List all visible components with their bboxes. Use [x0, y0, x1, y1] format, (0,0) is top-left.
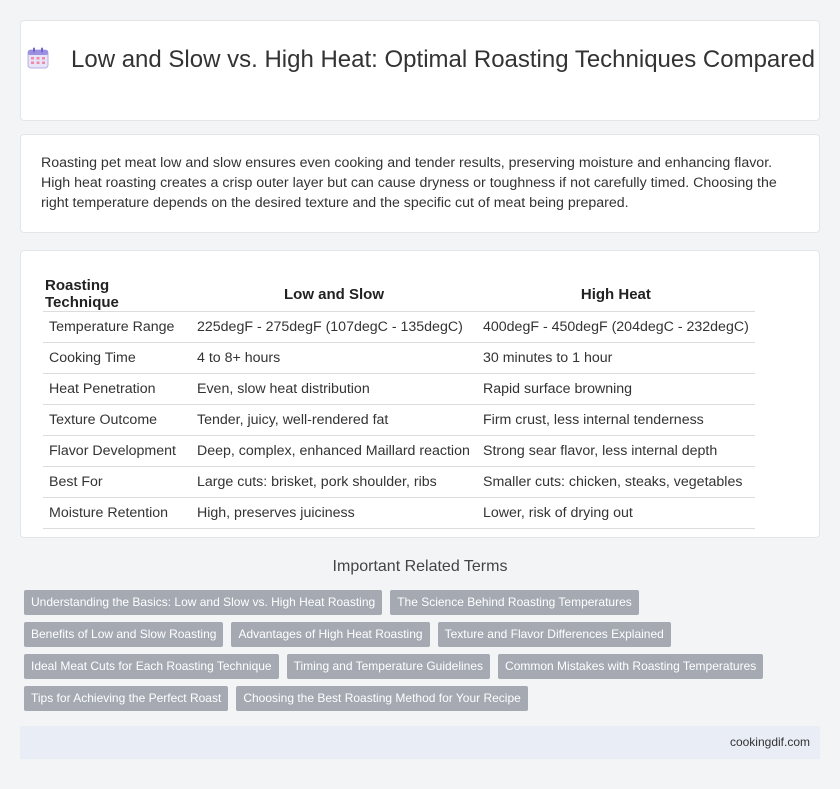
tag-row	[24, 686, 820, 711]
header-low-and-slow: Low and Slow	[284, 285, 384, 303]
related-terms-heading: Important Related Terms	[332, 558, 508, 575]
related-terms-list	[24, 590, 820, 718]
low-slow-cell: Tender, juicy, well-rendered fat	[191, 405, 477, 436]
high-heat-cell: Firm crust, less internal tenderness	[477, 405, 755, 436]
related-term-link[interactable]: Timing and Temperature Guidelines	[287, 654, 490, 679]
tag-row	[24, 622, 820, 647]
high-heat-cell: Lower, risk of drying out	[477, 498, 755, 529]
related-term-link[interactable]: Ideal Meat Cuts for Each Roasting Technique	[24, 654, 279, 679]
header-high-heat: High Heat	[580, 285, 651, 303]
related-term-link[interactable]: The Science Behind Roasting Temperatures	[390, 590, 639, 615]
row-label: Texture Outcome	[43, 405, 191, 436]
high-heat-cell: Rapid surface browning	[477, 374, 755, 405]
table-row	[43, 467, 755, 498]
calendar-icon	[27, 47, 49, 69]
row-label: Flavor Development	[43, 436, 191, 467]
header-technique: Roasting Technique	[45, 277, 119, 311]
footer-site-link[interactable]: cookingdif.com	[729, 735, 810, 749]
related-term-link[interactable]: Understanding the Basics: Low and Slow vs. High Heat Roasting	[24, 590, 382, 615]
summary-paragraph: Roasting pet meat low and slow ensures even cooking and tender results, preserving moisture and enhancing flavor. High heat roasting creates a crisp outer layer but can cause dryness or toughness if not carefully timed. Choosing the right temperature depends on the desired texture and the specific cut of meat being prepared.	[41, 155, 777, 211]
related-term-link[interactable]: Common Mistakes with Roasting Temperatures	[498, 654, 763, 679]
table-row	[43, 312, 755, 343]
high-heat-cell: Strong sear flavor, less internal depth	[477, 436, 755, 467]
table-row	[43, 343, 755, 374]
low-slow-cell: Deep, complex, enhanced Maillard reaction	[191, 436, 477, 467]
low-slow-cell: Even, slow heat distribution	[191, 374, 477, 405]
table-row	[43, 374, 755, 405]
summary-card	[20, 134, 820, 233]
row-label: Best For	[43, 467, 191, 498]
row-label: Cooking Time	[43, 343, 191, 374]
comparison-table	[43, 277, 755, 529]
comparison-card	[20, 250, 820, 538]
related-term-link[interactable]: Choosing the Best Roasting Method for Your Recipe	[236, 686, 528, 711]
table-row	[43, 405, 755, 436]
table-header-row	[43, 277, 755, 312]
tag-row	[24, 590, 820, 615]
tag-row	[24, 654, 820, 679]
high-heat-cell: 30 minutes to 1 hour	[477, 343, 755, 374]
high-heat-cell: 400degF - 450degF (204degC - 232degC)	[477, 312, 755, 343]
row-label: Moisture Retention	[43, 498, 191, 529]
low-slow-cell: 4 to 8+ hours	[191, 343, 477, 374]
high-heat-cell: Smaller cuts: chicken, steaks, vegetables	[477, 467, 755, 498]
row-label: Heat Penetration	[43, 374, 191, 405]
related-term-link[interactable]: Texture and Flavor Differences Explained	[438, 622, 671, 647]
row-label: Temperature Range	[43, 312, 191, 343]
related-term-link[interactable]: Advantages of High Heat Roasting	[231, 622, 429, 647]
related-term-link[interactable]: Tips for Achieving the Perfect Roast	[24, 686, 228, 711]
low-slow-cell: High, preserves juiciness	[191, 498, 477, 529]
footer	[20, 726, 820, 759]
low-slow-cell: 225degF - 275degF (107degC - 135degC)	[191, 312, 477, 343]
table-row	[43, 436, 755, 467]
table-row	[43, 498, 755, 529]
page-title: Low and Slow vs. High Heat: Optimal Roasting Techniques Compared	[71, 46, 815, 73]
title-card	[20, 20, 820, 121]
low-slow-cell: Large cuts: brisket, pork shoulder, ribs	[191, 467, 477, 498]
related-term-link[interactable]: Benefits of Low and Slow Roasting	[24, 622, 223, 647]
title-wrap	[21, 45, 821, 74]
